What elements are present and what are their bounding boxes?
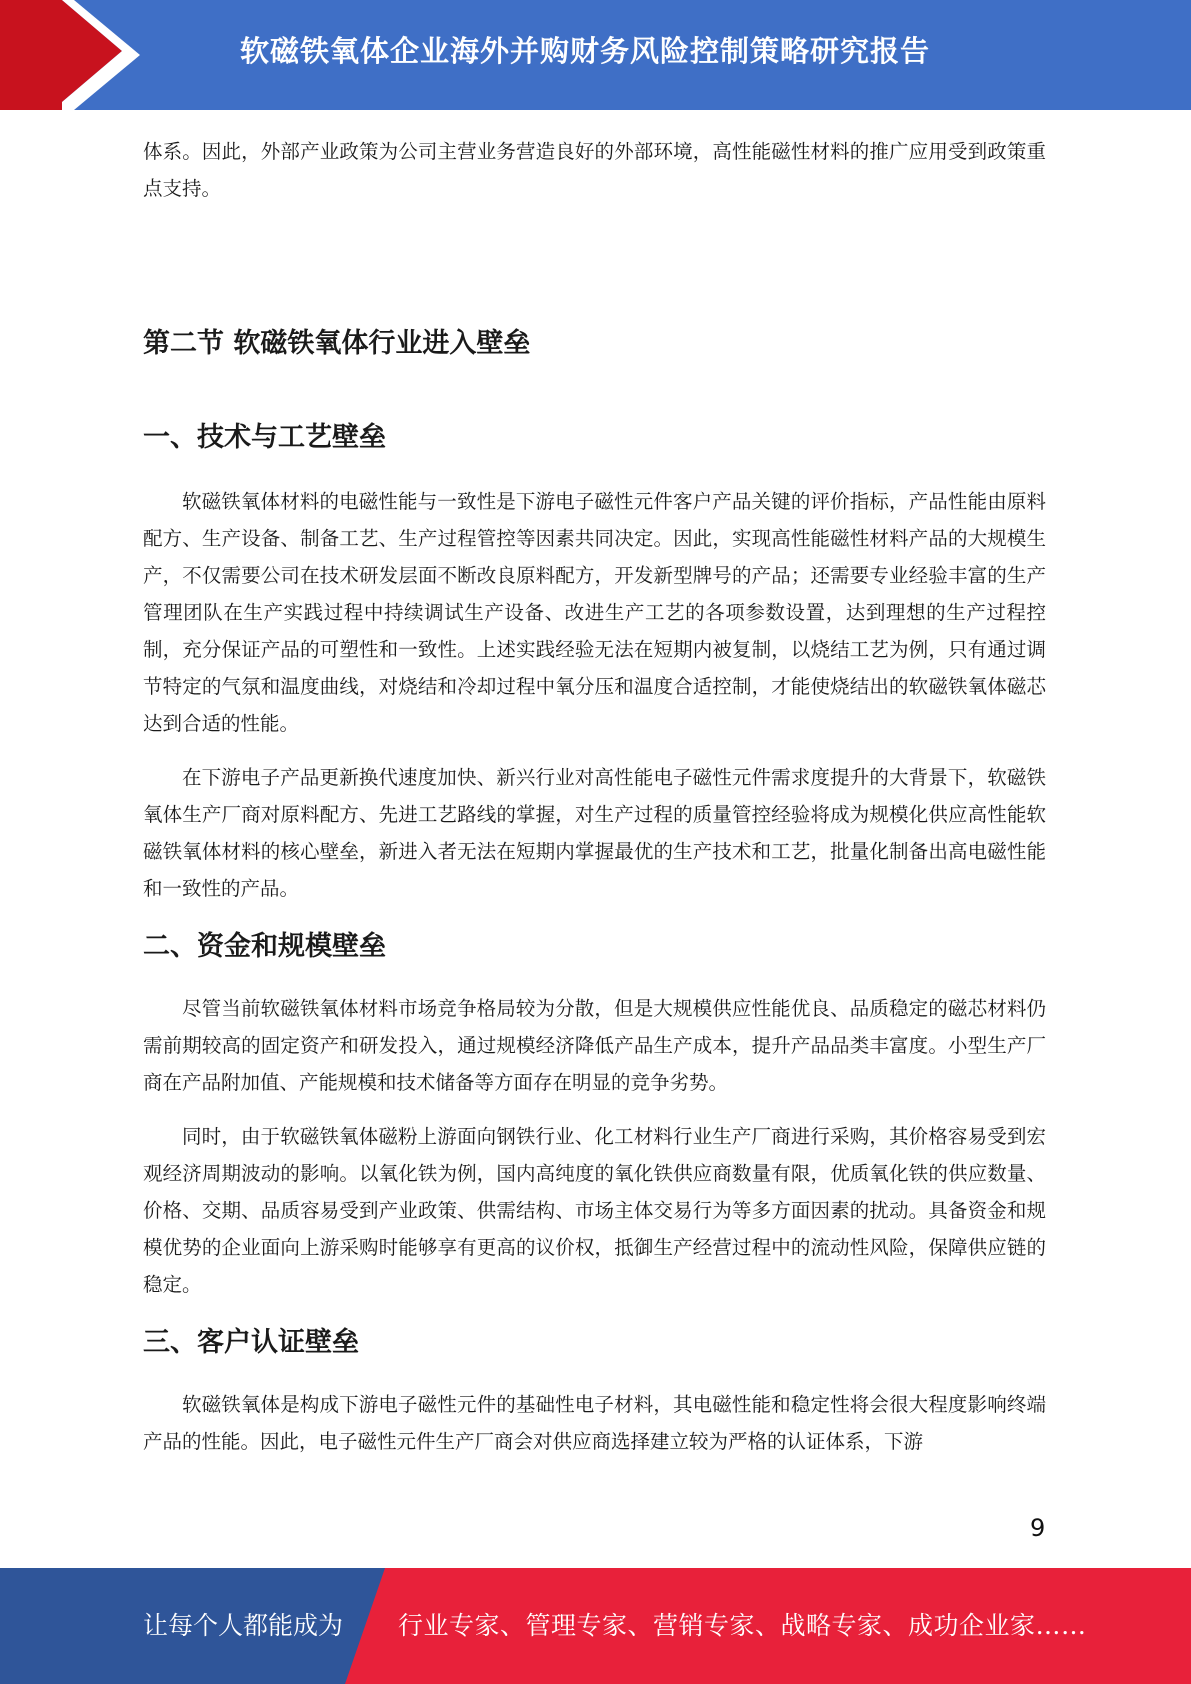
- paragraph: 尽管当前软磁铁氧体材料市场竞争格局较为分散，但是大规模供应性能优良、品质稳定的磁芯材料仍需前期较高的固定资产和研发投入，通过规模经济降低产品生产成本，提升产品品类丰富度。小型生产厂商在产品附加值、产能规模和技术储备等方面存在明显的竞争劣势。: [143, 997, 1046, 1094]
- page-number: 9: [1030, 1514, 1046, 1542]
- subsection-title-capital: 二、资金和规模壁垒: [143, 931, 386, 962]
- paragraph: 在下游电子产品更新换代速度加快、新兴行业对高性能电子磁性元件需求度提升的大背景下，软磁铁氧体生产厂商对原料配方、先进工艺路线的掌握，对生产过程的质量管控经验将成为规模化供应高性能软磁铁氧体材料的核心壁垒，新进入者无法在短期内掌握最优的生产技术和工艺，批量化制备出高电磁性能和一致性的产品。: [143, 766, 1046, 900]
- footer-banner: [0, 1568, 1191, 1684]
- paragraph: 软磁铁氧体材料的电磁性能与一致性是下游电子磁性元件客户产品关键的评价指标，产品性能由原料配方、生产设备、制备工艺、生产过程管控等因素共同决定。因此，实现高性能磁性材料产品的大规模生产，不仅需要公司在技术研发层面不断改良原料配方，开发新型牌号的产品；还需要专业经验丰富的生产管理团队在生产实践过程中持续调试生产设备、改进生产工艺的各项参数设置，达到理想的生产过程控制，充分保证产品的可塑性和一致性。上述实践经验无法在短期内被复制，以烧结工艺为例，只有通过调节特定的气氛和温度曲线，对烧结和冷却过程中氧分压和温度合适控制，才能使烧结出的软磁铁氧体磁芯达到合适的性能。: [143, 490, 1046, 735]
- subsection-title-technology: 一、技术与工艺壁垒: [143, 422, 386, 453]
- footer-slogan-left: 让每个人都能成为: [143, 1611, 344, 1640]
- paragraph: 软磁铁氧体是构成下游电子磁性元件的基础性电子材料，其电磁性能和稳定性将会很大程度影响终端产品的性能。因此，电子磁性元件生产厂商会对供应商选择建立较为严格的认证体系，下游: [143, 1393, 1046, 1453]
- intro-paragraph: 体系。因此，外部产业政策为公司主营业务营造良好的外部环境，高性能磁性材料的推广应用受到政策重点支持。: [143, 140, 1046, 200]
- header-banner: [0, 0, 1191, 110]
- document-body: [143, 133, 1046, 1460]
- report-title: 软磁铁氧体企业海外并购财务风险控制策略研究报告: [240, 34, 931, 68]
- paragraph: 同时，由于软磁铁氧体磁粉上游面向钢铁行业、化工材料行业生产厂商进行采购，其价格容易受到宏观经济周期波动的影响。以氧化铁为例，国内高纯度的氧化铁供应商数量有限，优质氧化铁的供应数量、价格、交期、品质容易受到产业政策、供需结构、市场主体交易行为等多方面因素的扰动。具备资金和规模优势的企业面向上游采购时能够享有更高的议价权，抵御生产经营过程中的流动性风险，保障供应链的稳定。: [143, 1125, 1046, 1296]
- section-title: 第二节 软磁铁氧体行业进入壁垒: [143, 328, 531, 359]
- chevron-arrow-icon: [0, 0, 160, 110]
- footer-slogan-right: 行业专家、管理专家、营销专家、战略专家、成功企业家……: [398, 1611, 1087, 1640]
- subsection-title-customer: 三、客户认证壁垒: [143, 1327, 359, 1358]
